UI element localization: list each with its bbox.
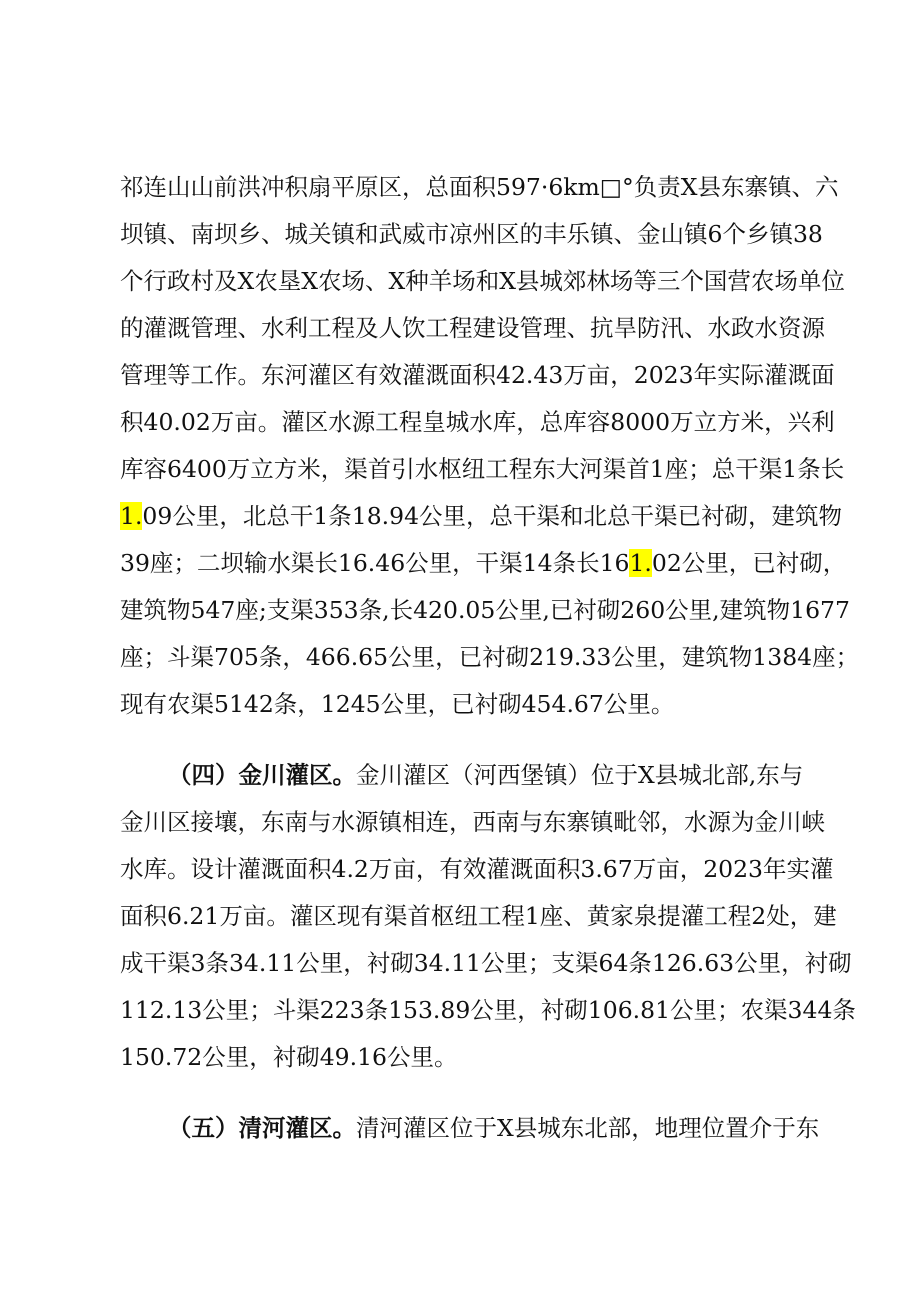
text-line — [120, 1105, 818, 1152]
text-line — [120, 493, 843, 540]
text-segment: 02公里，已衬砌， — [651, 549, 847, 577]
section-heading-jinchuan: （四）金川灌区。 — [168, 761, 356, 789]
text-line: 库容6400万立方米，渠首引水枢纽工程东大河渠首1座；总干渠1条长 — [120, 455, 845, 483]
text-line: 水库。设计灌溉面积4.2万亩，有效灌溉面积3.67万亩，2023年实灌 — [120, 855, 834, 883]
text-line — [120, 752, 818, 799]
text-line: 坝镇、南坝乡、城关镇和武威市凉州区的丰乐镇、金山镇6个乡镇38 — [120, 220, 823, 248]
document-body — [120, 164, 860, 1152]
paragraph-jinchuan — [120, 752, 856, 1081]
highlighted-text: 1. — [629, 549, 652, 577]
paragraph-spacer — [120, 728, 818, 752]
text-line: 个行政村及X农垦X农场、X种羊场和X县城郊林场等三个国营农场单位 — [120, 267, 845, 295]
text-line — [120, 540, 847, 587]
text-line: 现有农渠5142条，1245公里，已衬砌454.67公里。 — [120, 690, 675, 718]
text-segment: 清河灌区位于X县城东北部，地理位置介于东 — [356, 1114, 820, 1142]
text-line: 积40.02万亩。灌区水源工程皇城水库，总库容8000万立方米，兴利 — [120, 408, 835, 436]
text-line: 建筑物547座;支渠353条,长420.05公里,已衬砌260公里,建筑物1677 — [120, 596, 850, 624]
text-segment: 39座；二坝输水渠长16.46公里，干渠14条长16 — [120, 549, 630, 577]
paragraph-donghe-continued — [120, 164, 860, 728]
text-line: 150.72公里，衬砌49.16公里。 — [120, 1043, 458, 1071]
paragraph-spacer — [120, 1081, 818, 1105]
text-line: 面积6.21万亩。灌区现有渠首枢纽工程1座、黄家泉提灌工程2处，建 — [120, 902, 837, 930]
text-line: 的灌溉管理、水利工程及人饮工程建设管理、抗旱防汛、水政水资源 — [120, 314, 825, 342]
highlighted-text: 1. — [120, 502, 143, 530]
text-line: 座；斗渠705条，466.65公里，已衬砌219.33公里，建筑物1384座； — [120, 643, 860, 671]
text-line: 成干渠3条34.11公里，衬砌34.11公里；支渠64条126.63公里，衬砌 — [120, 949, 852, 977]
text-line: 金川区接壤，东南与水源镇相连，西南与东寨镇毗邻，水源为金川峡 — [120, 808, 825, 836]
section-heading-qinghe: （五）清河灌区。 — [168, 1114, 356, 1142]
text-line: 112.13公里；斗渠223条153.89公里，衬砌106.81公里；农渠344条 — [120, 996, 856, 1024]
text-line: 管理等工作。东河灌区有效灌溉面积42.43万亩，2023年实际灌溉面 — [120, 361, 835, 389]
text-segment: 09公里，北总干1条18.94公里，总干渠和北总干渠已衬砌，建筑物 — [142, 502, 843, 530]
text-line: 祁连山山前洪冲积扇平原区，总面积597·6km□°负责X县东寨镇、六 — [120, 173, 839, 201]
text-segment: 金川灌区（河西堡镇）位于X县城北部,东与 — [356, 761, 804, 789]
paragraph-qinghe — [120, 1105, 818, 1152]
